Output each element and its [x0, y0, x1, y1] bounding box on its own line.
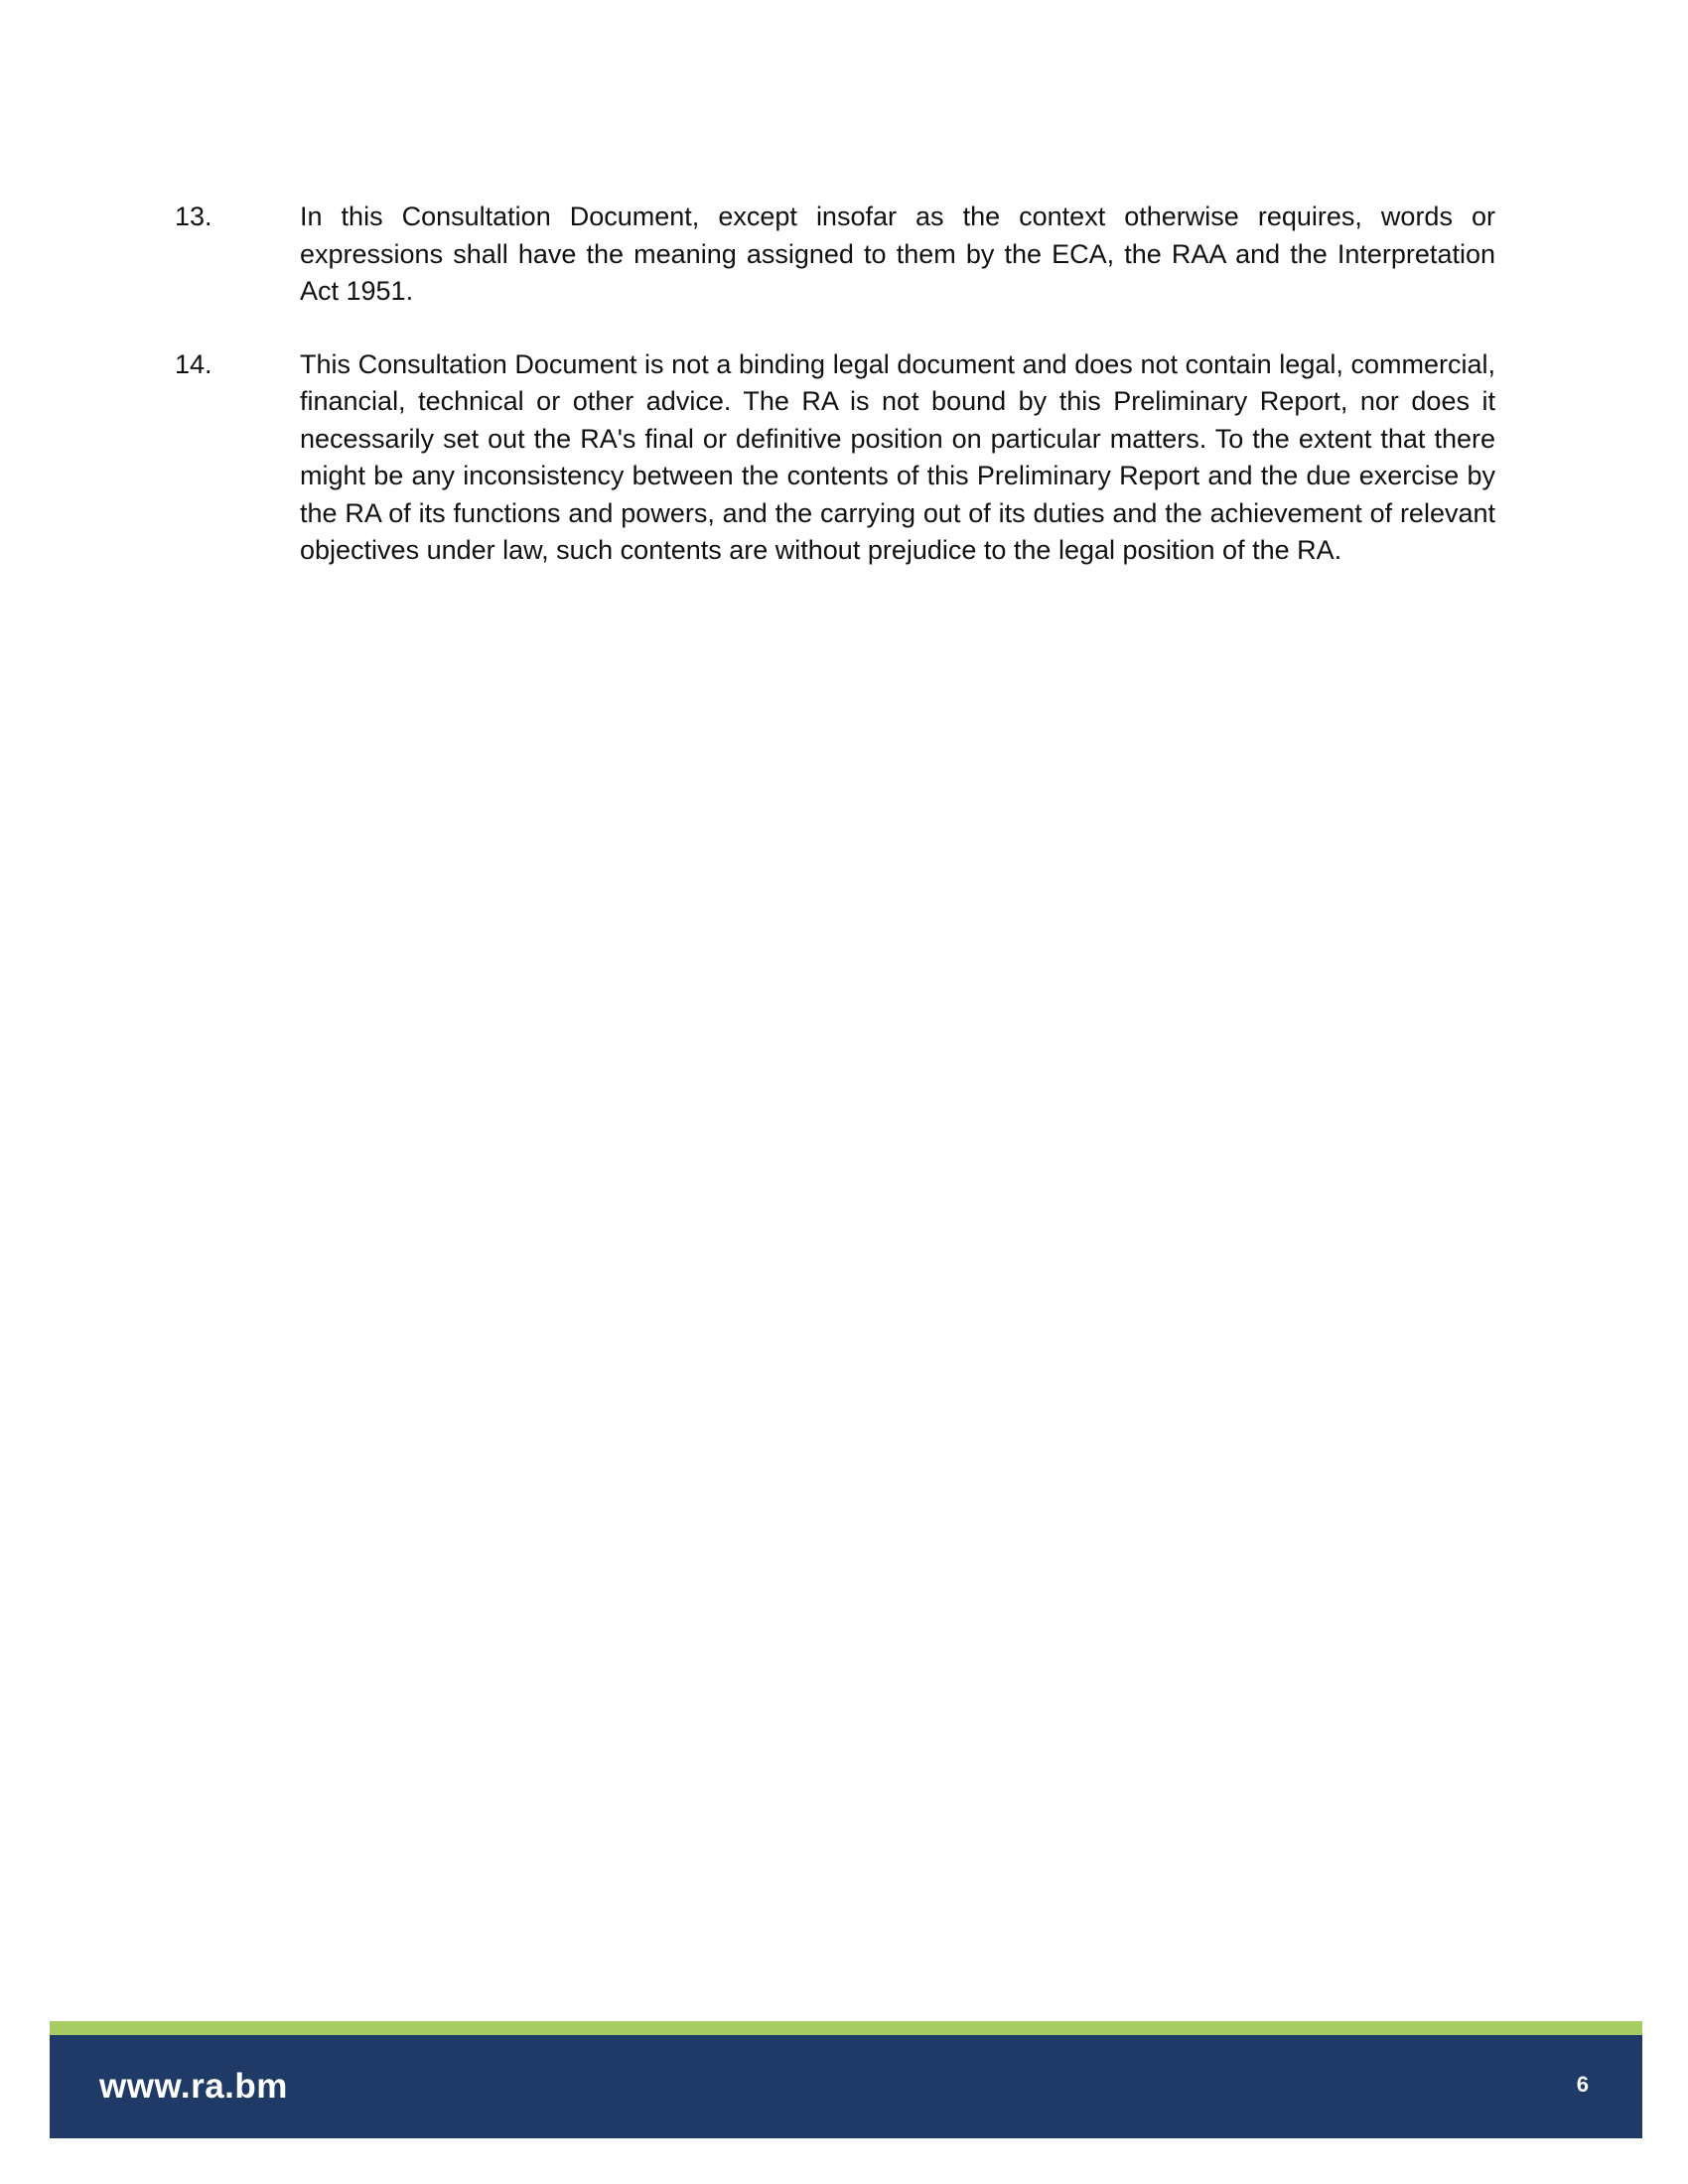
paragraph-14 [175, 346, 1495, 570]
paragraph-text: In this Consultation Document, except insofar as the context otherwise requires, words or expressions shall have the meaning assigned to them by the ECA, the RAA and the Interpretation Act 1951. [300, 202, 1495, 306]
paragraph-number: 13. [175, 202, 212, 231]
paragraph-text: This Consultation Document is not a binding legal document and does not contain legal, commercial, financial, technical or other advice. The RA is not bound by this Preliminary Report, nor does it necessarily set out the RA's final or definitive position on particular matters. To the extent that there might be any inconsistency between the contents of this Preliminary Report and the due exercise by the RA of its functions and powers, and the carrying out of its duties and the achievement of relevant objectives under law, such contents are without prejudice to the legal position of the RA. [300, 348, 1495, 565]
footer-accent-strip [50, 2021, 1642, 2035]
paragraph-13 [175, 199, 1495, 311]
footer-website-link[interactable]: www.ra.bm [99, 2067, 288, 2106]
document-body [175, 199, 1495, 606]
paragraph-number: 14. [175, 348, 212, 379]
footer-bar [50, 2035, 1642, 2138]
page-number: 6 [1576, 2072, 1589, 2097]
